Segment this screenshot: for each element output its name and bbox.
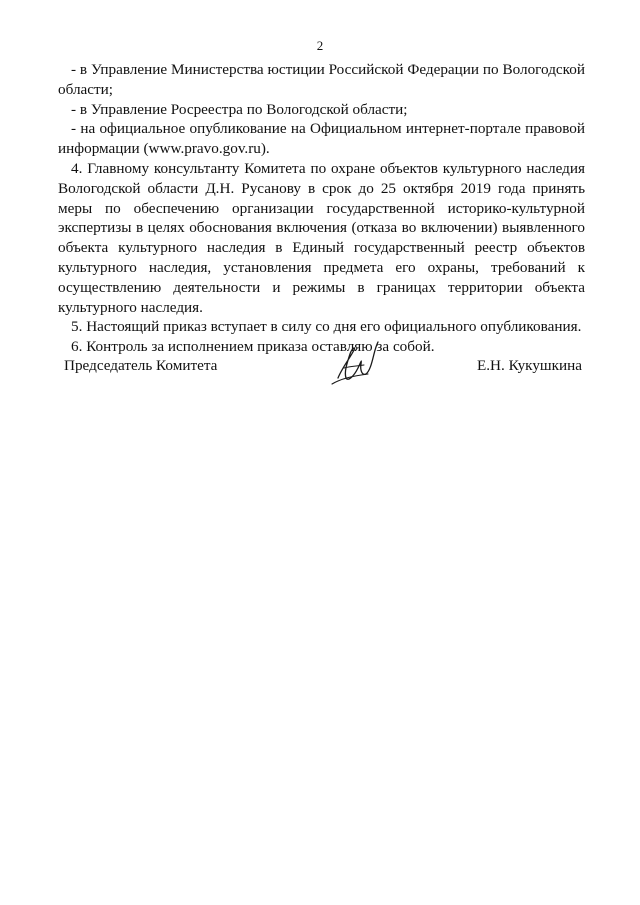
signatory-position: Председатель Комитета — [64, 357, 218, 374]
paragraph-rosreestr: - в Управление Росреестра по Вологодской области; — [71, 100, 408, 118]
page-number: 2 — [316, 38, 324, 53]
paragraph-item-4: 4. Главному консультанту Комитета по охране объектов культурного наследия Вологодской области Д.Н. Русанову в срок до 25 октября 2019 года принять меры по обеспечению организации государственной историко-культурной экспертизы в целях обоснования включения (отказа во включении) выявленного объекта культурного наследия в Единый государственный реестр объектов культурного наследия, установления предмета его охраны, требований к осуществлению деятельности и режимы в границах территории объекта культурного наследия. — [58, 159, 585, 316]
signature-block — [0, 352, 640, 402]
document-body — [58, 60, 585, 357]
paragraph-item-5: 5. Настоящий приказ вступает в силу со дня его официального опубликования. — [71, 318, 582, 336]
paragraph-ministry-of-justice: - в Управление Министерства юстиции Российской Федерации по Вологодской области; — [58, 61, 585, 98]
paragraph-item-6: 6. Контроль за исполнением приказа оставляю за собой. — [71, 338, 435, 356]
handwritten-signature — [328, 338, 384, 390]
signatory-name: Е.Н. Кукушкина — [476, 357, 582, 374]
paragraph-official-publication: - на официальное опубликование на Официальном интернет-портале правовой информации (www.pravo.gov.ru). — [58, 120, 585, 158]
